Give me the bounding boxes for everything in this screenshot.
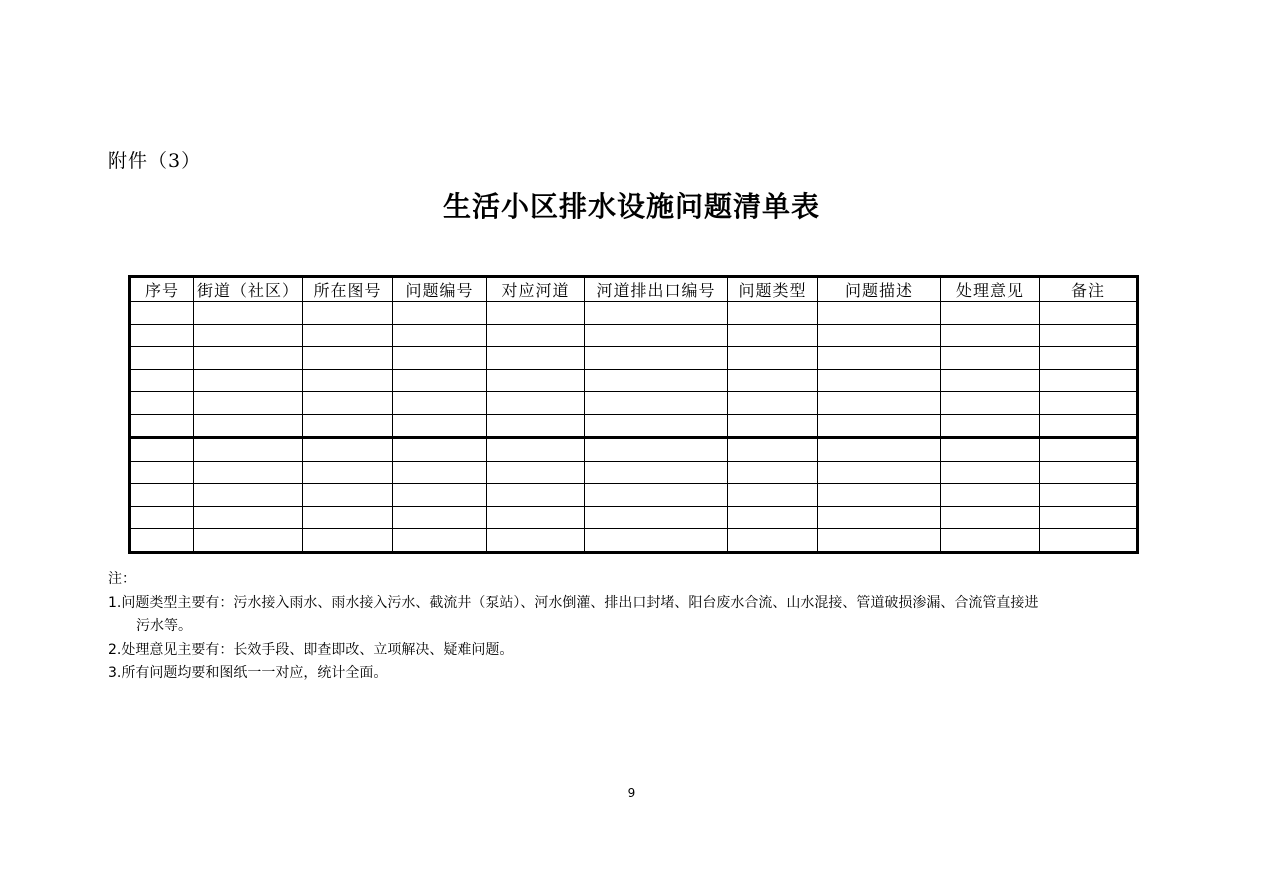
table-header-row: [130, 277, 1138, 302]
table-cell: [1040, 484, 1138, 507]
table-cell: [487, 461, 585, 484]
table-cell: [194, 302, 303, 325]
table-row: [130, 369, 1138, 392]
table-cell: [728, 414, 818, 438]
table-cell: [585, 506, 728, 529]
table-cell: [130, 347, 194, 370]
table-row: [130, 438, 1138, 462]
issue-list-table: [128, 275, 1139, 554]
table-row: [130, 324, 1138, 347]
table-cell: [303, 484, 393, 507]
table-cell: [1040, 506, 1138, 529]
table-cell: [130, 324, 194, 347]
table-cell: [487, 438, 585, 462]
notes-section: [108, 568, 1168, 686]
table-cell: [818, 461, 941, 484]
table-cell: [130, 529, 194, 553]
table-cell: [393, 369, 487, 392]
table-cell: [303, 392, 393, 415]
table-cell: [487, 392, 585, 415]
table-cell: [487, 506, 585, 529]
header-issue-description: 问题描述: [818, 277, 941, 302]
table-row: [130, 414, 1138, 438]
table-cell: [130, 461, 194, 484]
table-cell: [585, 302, 728, 325]
table-cell: [941, 302, 1040, 325]
table-cell: [487, 484, 585, 507]
table-cell: [393, 529, 487, 553]
table-cell: [393, 324, 487, 347]
table-cell: [1040, 324, 1138, 347]
table-cell: [818, 529, 941, 553]
table-cell: [941, 484, 1040, 507]
table-cell: [818, 347, 941, 370]
table-cell: [194, 484, 303, 507]
table-cell: [585, 347, 728, 370]
table-cell: [1040, 369, 1138, 392]
table-cell: [585, 438, 728, 462]
table-cell: [941, 369, 1040, 392]
table-row: [130, 506, 1138, 529]
table-cell: [393, 302, 487, 325]
table-cell: [194, 529, 303, 553]
table-row: [130, 461, 1138, 484]
table-cell: [941, 529, 1040, 553]
table-cell: [393, 392, 487, 415]
header-outlet-no: 河道排出口编号: [585, 277, 728, 302]
table-cell: [941, 438, 1040, 462]
table-cell: [393, 414, 487, 438]
table-cell: [194, 324, 303, 347]
table-cell: [728, 484, 818, 507]
page-number: 9: [627, 786, 636, 800]
table-cell: [194, 438, 303, 462]
note-item-1: 1.问题类型主要有：污水接入雨水、雨水接入污水、截流井（泵站）、河水倒灌、排出口封堵、阳台废水合流、山水混接、管道破损渗漏、合流管直接进: [108, 594, 1039, 611]
table-cell: [728, 529, 818, 553]
header-map-no: 所在图号: [303, 277, 393, 302]
table-cell: [130, 484, 194, 507]
header-street-community: 街道（社区）: [194, 277, 303, 302]
table-row: [130, 302, 1138, 325]
table-cell: [487, 324, 585, 347]
table-cell: [194, 414, 303, 438]
note-item-1-continued: 污水等。: [136, 618, 192, 634]
table-cell: [818, 302, 941, 325]
table-cell: [303, 461, 393, 484]
table-cell: [1040, 347, 1138, 370]
table-cell: [1040, 438, 1138, 462]
table-cell: [303, 347, 393, 370]
table-cell: [941, 461, 1040, 484]
attachment-label: 附件（3）: [108, 150, 202, 172]
table-cell: [728, 438, 818, 462]
table-row: [130, 392, 1138, 415]
table-cell: [941, 347, 1040, 370]
table-cell: [303, 369, 393, 392]
header-remarks: 备注: [1040, 277, 1138, 302]
header-serial-no: 序号: [130, 277, 194, 302]
table-cell: [585, 529, 728, 553]
table-cell: [194, 461, 303, 484]
table-cell: [194, 506, 303, 529]
table-cell: [585, 461, 728, 484]
table-cell: [728, 369, 818, 392]
table-cell: [130, 369, 194, 392]
table-cell: [393, 438, 487, 462]
header-handling-opinion: 处理意见: [941, 277, 1040, 302]
table-cell: [487, 414, 585, 438]
notes-heading: 注：: [108, 571, 136, 587]
table-cell: [393, 506, 487, 529]
table-cell: [1040, 529, 1138, 553]
table-cell: [393, 347, 487, 370]
table-cell: [130, 392, 194, 415]
table-cell: [728, 461, 818, 484]
table-cell: [303, 324, 393, 347]
table-cell: [728, 347, 818, 370]
table-cell: [487, 347, 585, 370]
table-cell: [728, 324, 818, 347]
table-cell: [818, 438, 941, 462]
table-cell: [1040, 392, 1138, 415]
table-cell: [130, 438, 194, 462]
table-cell: [728, 506, 818, 529]
header-issue-no: 问题编号: [393, 277, 487, 302]
table-cell: [818, 414, 941, 438]
table-cell: [303, 506, 393, 529]
header-issue-type: 问题类型: [728, 277, 818, 302]
table-cell: [818, 324, 941, 347]
table-cell: [194, 347, 303, 370]
table-cell: [487, 302, 585, 325]
table-cell: [728, 392, 818, 415]
table-cell: [303, 529, 393, 553]
table-cell: [1040, 414, 1138, 438]
document-title: 生活小区排水设施问题清单表: [442, 190, 820, 223]
table-cell: [728, 302, 818, 325]
table-cell: [303, 438, 393, 462]
table-cell: [941, 392, 1040, 415]
table-row: [130, 529, 1138, 553]
table-cell: [1040, 302, 1138, 325]
table-cell: [585, 484, 728, 507]
table-row: [130, 347, 1138, 370]
table-cell: [487, 529, 585, 553]
table-cell: [303, 414, 393, 438]
table-cell: [818, 369, 941, 392]
note-item-2: 2.处理意见主要有：长效手段、即查即改、立项解决、疑难问题。: [108, 641, 514, 658]
table-cell: [130, 302, 194, 325]
table-cell: [585, 414, 728, 438]
table-cell: [818, 392, 941, 415]
table-cell: [393, 484, 487, 507]
table-cell: [303, 302, 393, 325]
table-cell: [818, 506, 941, 529]
table-cell: [1040, 461, 1138, 484]
table-cell: [130, 506, 194, 529]
table-cell: [818, 484, 941, 507]
table-cell: [487, 369, 585, 392]
header-river: 对应河道: [487, 277, 585, 302]
table-row: [130, 484, 1138, 507]
table-cell: [194, 392, 303, 415]
table-cell: [393, 461, 487, 484]
table-cell: [130, 414, 194, 438]
table-cell: [585, 392, 728, 415]
table-cell: [941, 506, 1040, 529]
table-cell: [941, 324, 1040, 347]
table-cell: [941, 414, 1040, 438]
note-item-3: 3.所有问题均要和图纸一一对应，统计全面。: [108, 665, 388, 681]
table-cell: [585, 324, 728, 347]
table-cell: [194, 369, 303, 392]
table-cell: [585, 369, 728, 392]
